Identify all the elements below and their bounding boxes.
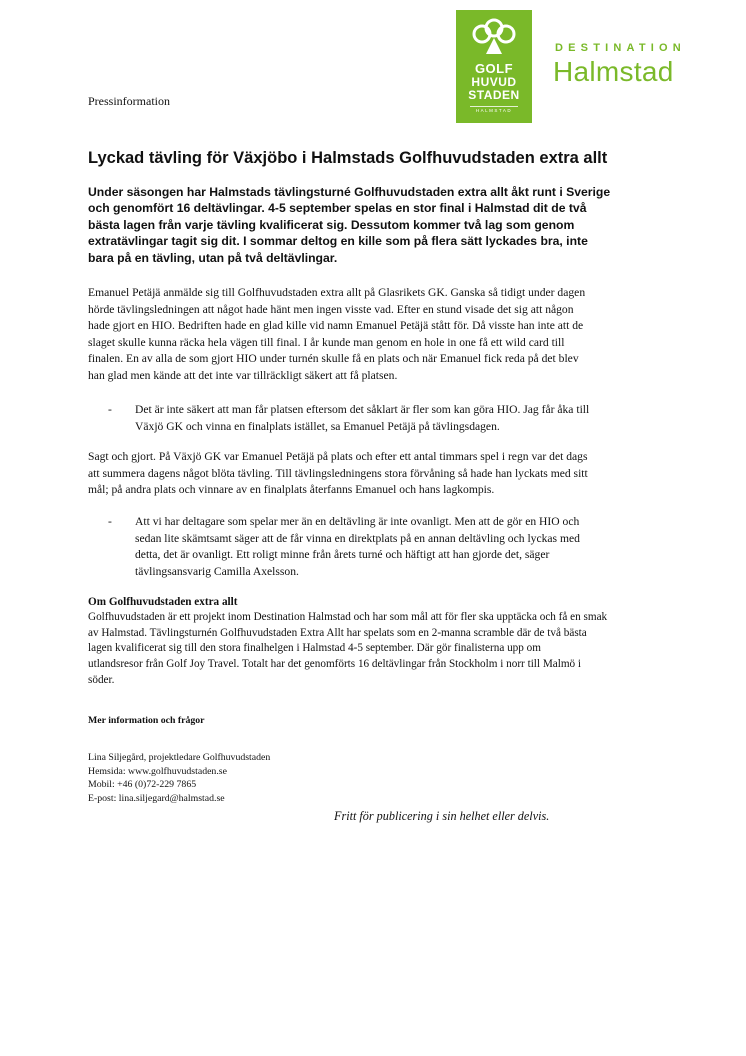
about-heading: Om Golfhuvudstaden extra allt — [88, 596, 238, 608]
logo-text-huvud: HUVUD — [471, 75, 517, 89]
press-label: Pressinformation — [88, 94, 170, 108]
about-line: av Halmstad. Tävlingsturnén Golfhuvudstaden Extra Allt har spelats som en 2-manna scramble där de två bästa — [88, 626, 587, 639]
paragraph-line: mål; på andra plats och vinnare av en finalplats återfanns Emanuel och hans lagkompis. — [88, 483, 495, 497]
paragraph-line: slaget skulle kunna räcka hela vägen till final. I år kunde man genom en hole in one få ett wild card till — [88, 335, 565, 349]
paragraph-line: att summera dagens något blöta tävling. Till tävlingsledningens stora förvåning så hade han lyckats med sitt — [88, 466, 588, 480]
bullet-line: Växjö GK och vinna en finalplats istället, sa Emanuel Petäjä på tävlingsdagen. — [135, 419, 500, 433]
paragraph-2 — [88, 449, 668, 499]
quote-bullet-2 — [88, 514, 668, 580]
bullet-line: Att vi har deltagare som spelar mer än en deltävling är inte ovanligt. Men att de gör en HIO och — [135, 515, 580, 528]
lead-line: bästa lagen från varje tävling kvalificerat sig. Dessutom kommer två lag som genom — [88, 217, 575, 232]
quote-bullet-1 — [88, 402, 668, 435]
paragraph-1 — [88, 285, 668, 385]
logo-text-golf: GOLF — [474, 61, 514, 76]
bullet-line: Det är inte säkert att man får platsen eftersom det såklart är fler som kan göra HIO. Jag får åka till — [135, 403, 590, 416]
lead-line: Under säsongen har Halmstads tävlingsturné Golfhuvudstaden extra allt åkt runt i Sverige — [88, 185, 611, 199]
lead-line: extratävlingar tagit sig dit. I sommar deltog en kille som på flera sätt lyckades bra, inte — [88, 234, 588, 249]
about-line: Golfhuvudstaden är ett projekt inom Destination Halmstad och har som mål att för fler ska upptäcka och få en smak — [88, 611, 608, 623]
contact-mobile: Mobil: +46 (0)72-229 7865 — [88, 779, 197, 790]
logo-divider — [470, 106, 518, 107]
paragraph-line: finalen. En av alla de som gjort HIO under turnén skulle få en plats och när Emanuel fick reda på det blev — [88, 352, 579, 366]
contact-email[interactable]: E-post: lina.siljegard@halmstad.se — [88, 792, 225, 804]
contact-website[interactable]: Hemsida: www.golfhuvudstaden.se — [88, 765, 227, 777]
about-line: söder. — [88, 673, 115, 686]
destination-logo-top: DESTINATION — [555, 42, 686, 54]
article-lead — [88, 184, 668, 266]
paragraph-line: hörde tävlingsledningen att något hade hänt men ingen visste vad. Efter en stund visade det sig att någon — [88, 302, 574, 316]
lead-line: bara på en tävling, utan på två deltävlingar. — [88, 250, 338, 265]
about-line: utlandsresor från Golf Joy Travel. Totalt har det genomförts 16 deltävlingar från Stockholm i norr till Malmö i — [88, 658, 582, 671]
paragraph-line: Emanuel Petäjä anmälde sig till Golfhuvudstaden extra allt på Glasrikets GK. Ganska så tidigt under dagen — [88, 286, 586, 299]
bullet-line: sedan lite skämtsamt säger att de får vinna en direktplats på en annan deltävling och lyckas med — [135, 531, 580, 545]
about-body — [88, 610, 668, 689]
bullet-line: detta, det är ovanligt. Ett roligt minne från årets turné och häftigt att han gjorde det, säger — [135, 548, 550, 562]
contact-block — [88, 751, 270, 805]
lead-line: och genomfört 16 deltävlingar. 4-5 september spelas en stor final i Halmstad dit de två — [88, 201, 587, 216]
logo-text-staden: STADEN — [468, 88, 520, 102]
golfhuvudstaden-logo — [456, 10, 532, 123]
paragraph-line: hade gjort en HIO. Bedriften hade en glad kille vid namn Emanuel Petäjä stått för. Då visste han inte att de — [88, 319, 584, 333]
publication-note: Fritt för publicering i sin helhet eller delvis. — [334, 809, 550, 823]
bullet-item — [88, 514, 668, 580]
bullet-line: tävlingsansvarig Camilla Axelsson. — [135, 564, 299, 578]
paragraph-line: han glad men kände att det inte var tillräckligt säkert att få platsen. — [88, 368, 398, 382]
article-title: Lyckad tävling för Växjöbo i Halmstads Golfhuvudstaden extra allt — [88, 149, 608, 167]
paragraph-line: Sagt och gjort. På Växjö GK var Emanuel Petäjä på plats och efter ett antal timmars spel i regn var det dags — [88, 450, 588, 463]
contact-heading: Mer information och frågor — [88, 715, 205, 726]
bullet-dash: - — [108, 403, 112, 416]
contact-name: Lina Siljegård, projektledare Golfhuvudstaden — [88, 752, 271, 763]
logo-text-halmstad: HALMSTAD — [475, 108, 513, 113]
about-line: lagen kvalificerat sig till den stora finalhelgen i Halmstad 4-5 september. Där gör finalisterna upp om — [88, 642, 541, 655]
golf-ball-flower-icon — [456, 10, 532, 66]
bullet-item — [88, 402, 668, 435]
destination-logo-bottom: Halmstad — [553, 56, 674, 87]
bullet-dash: - — [108, 515, 112, 528]
